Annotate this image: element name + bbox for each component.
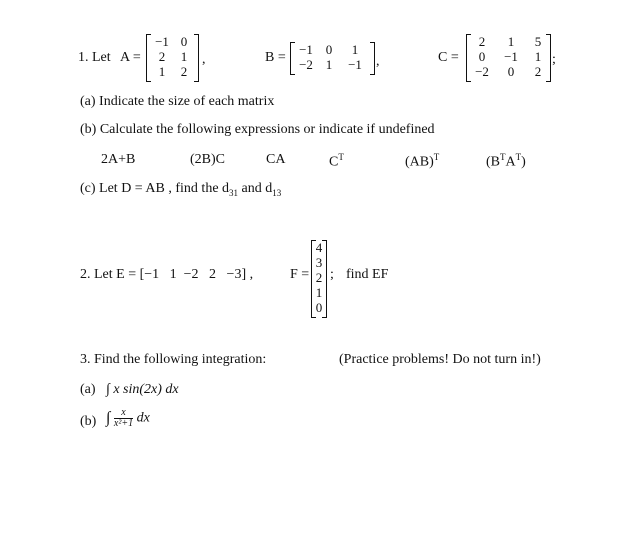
- expr-at-sup: T: [515, 152, 522, 162]
- matrix-cell: 1: [507, 34, 515, 49]
- matrix-f-label: F =: [290, 267, 310, 282]
- part-c-sub-13: 13: [272, 187, 282, 198]
- matrix-cell: 3: [315, 255, 323, 270]
- matrix-cell: 2: [158, 49, 166, 64]
- part-c-mid: and d: [238, 181, 273, 196]
- matrix-cell: 1: [325, 57, 333, 72]
- matrix-cell: 2: [180, 64, 188, 79]
- expr-2b-c: (2B)C: [190, 152, 225, 167]
- matrix-cell: 0: [180, 34, 188, 49]
- expr-2a-plus-b: 2A+B: [101, 152, 136, 167]
- matrix-cell: 5: [534, 34, 542, 49]
- matrix-cell: 0: [478, 49, 486, 64]
- matrix-cell: −1: [504, 49, 518, 64]
- expr-ab-base: (AB): [405, 154, 434, 170]
- problem3-a-expr: ∫ x sin(2x) dx: [106, 382, 179, 397]
- problem3-b-label: (b): [80, 414, 97, 429]
- comma-after-b: ,: [376, 54, 380, 69]
- matrix-cell: 1: [351, 42, 359, 57]
- matrix-cell: −1: [348, 57, 362, 72]
- matrix-cell: −1: [155, 34, 169, 49]
- matrix-cell: 0: [507, 64, 515, 79]
- problem1-intro: 1. Let: [78, 50, 111, 65]
- part-c-pre: (c) Let D = AB , find the d: [80, 181, 230, 196]
- matrix-cell: 1: [315, 285, 323, 300]
- problem2-intro: 2. Let E = [−1 1 −2 2 −3] ,: [80, 267, 254, 282]
- fraction-denominator: x²+1: [113, 418, 134, 429]
- expr-ca: CA: [266, 152, 286, 167]
- matrix-a-label: A =: [120, 50, 141, 65]
- expr-bt-sup: T: [500, 152, 506, 162]
- problem3-a-label: (a): [80, 382, 96, 397]
- fraction: [114, 408, 133, 429]
- expr-ab-sup: T: [433, 152, 440, 162]
- matrix-cell: 4: [315, 240, 323, 255]
- matrix-cell: 1: [158, 64, 166, 79]
- semicolon-after-f: ;: [330, 267, 334, 282]
- expr-c-sup: T: [338, 152, 344, 162]
- expr-c-transpose: [329, 152, 344, 171]
- matrix-cell: 1: [180, 49, 188, 64]
- matrix-cell: 0: [315, 300, 323, 315]
- problem3-b-expr: [106, 408, 150, 429]
- fraction-numerator: x: [114, 408, 133, 419]
- comma-after-a: ,: [202, 52, 206, 67]
- part-a-text: (a) Indicate the size of each matrix: [80, 94, 275, 109]
- integral-sign: ∫: [106, 409, 111, 427]
- matrix-cell: −1: [299, 42, 313, 57]
- problem2-find: find EF: [346, 267, 389, 282]
- problem3-note: (Practice problems! Do not turn in!): [339, 352, 541, 367]
- part-c-text: [80, 181, 281, 198]
- matrix-cell: 2: [478, 34, 486, 49]
- part-c-sub-31: 31: [229, 187, 239, 198]
- matrix-cell: 2: [315, 270, 323, 285]
- part-b-text: (b) Calculate the following expressions or indicate if undefined: [80, 122, 435, 137]
- expr-bt-at: [486, 152, 526, 171]
- expr-c-base: C: [329, 154, 339, 170]
- matrix-cell: 2: [534, 64, 542, 79]
- problem3-title: 3. Find the following integration:: [80, 352, 267, 367]
- matrix-c-label: C =: [438, 50, 459, 65]
- dx: dx: [136, 410, 150, 426]
- matrix-cell: −2: [475, 64, 489, 79]
- expr-bt-open: (B: [486, 154, 500, 170]
- matrix-cell: 0: [325, 42, 333, 57]
- semicolon-after-c: ;: [552, 52, 556, 67]
- expr-bt-close: ): [521, 154, 526, 170]
- matrix-b-label: B =: [265, 50, 286, 65]
- matrix-cell: −2: [299, 57, 313, 72]
- expr-ab-transpose: [405, 152, 439, 171]
- matrix-cell: 1: [534, 49, 542, 64]
- expr-at-base: A: [505, 154, 516, 170]
